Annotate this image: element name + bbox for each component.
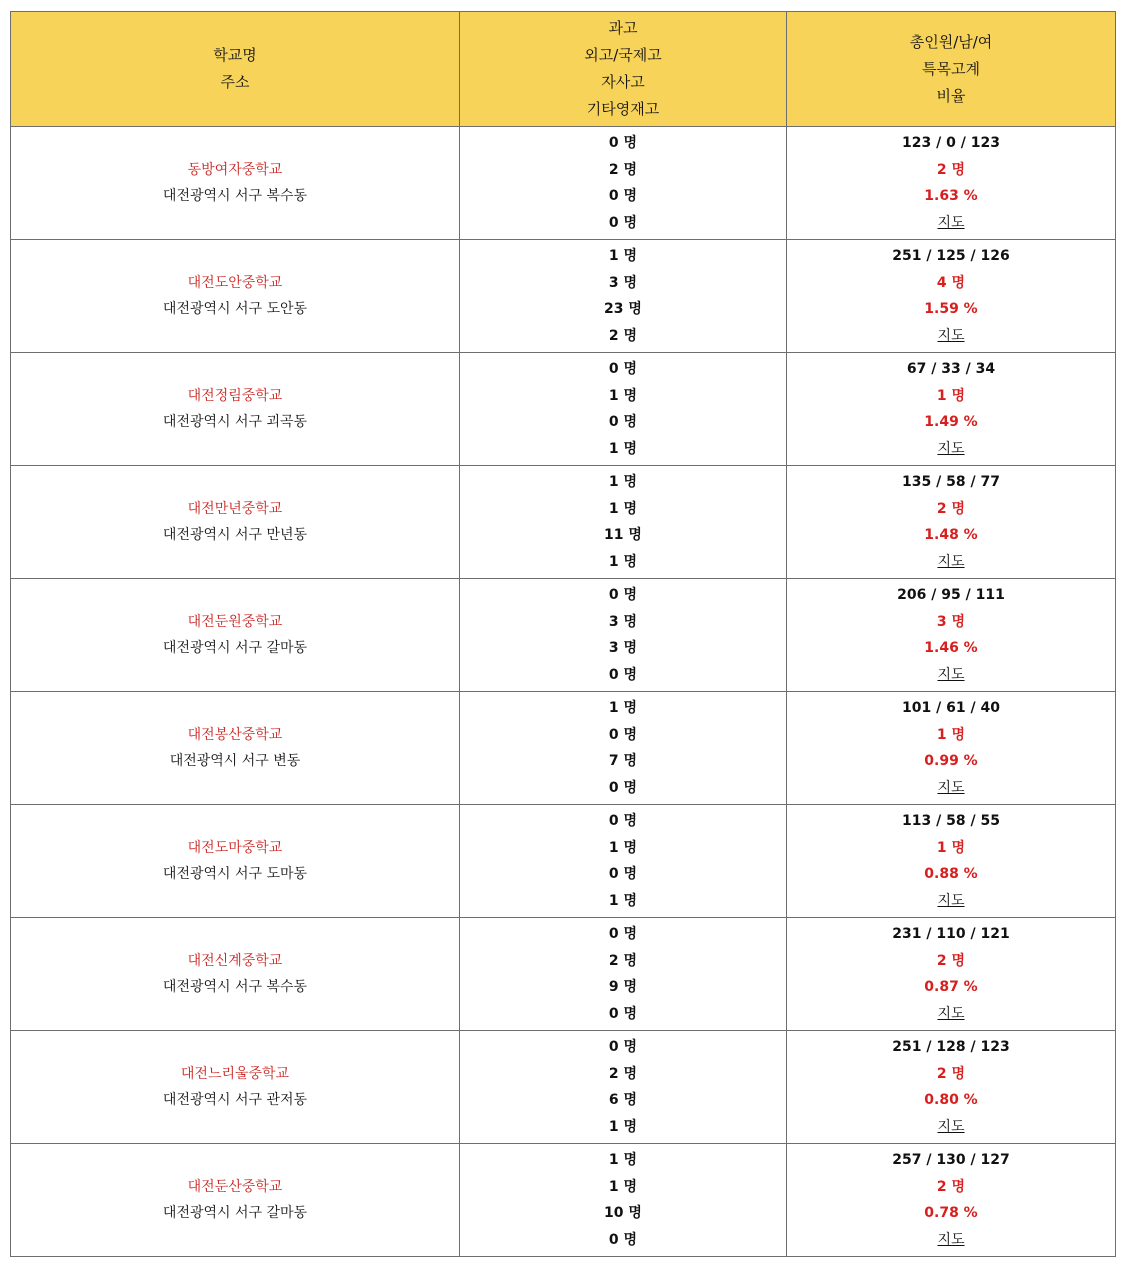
counts-cell — [460, 918, 787, 1031]
autonomous-count: 0 명 — [608, 188, 638, 204]
map-link[interactable]: 지도 — [937, 1005, 965, 1022]
special-total: 2 명 — [936, 161, 966, 178]
totals-cell — [787, 918, 1116, 1031]
school-address: 대전광역시 서구 괴곡동 — [162, 414, 308, 430]
counts-cell — [460, 805, 787, 918]
school-cell — [11, 466, 460, 579]
header-school-types — [460, 12, 787, 127]
header-totals — [787, 12, 1116, 127]
school-address: 대전광역시 서구 복수동 — [162, 188, 308, 204]
school-address: 대전광역시 서구 복수동 — [162, 979, 308, 995]
total-students: 251 / 125 / 126 — [892, 248, 1010, 264]
science-count: 1 명 — [608, 700, 638, 716]
school-name: 대전도마중학교 — [187, 839, 283, 856]
autonomous-count: 11 명 — [604, 527, 642, 543]
map-link[interactable]: 지도 — [937, 892, 965, 909]
school-cell — [11, 127, 460, 240]
special-total: 2 명 — [936, 1178, 966, 1195]
science-count: 0 명 — [608, 1039, 638, 1055]
map-link[interactable]: 지도 — [937, 779, 965, 796]
counts-cell — [460, 1144, 787, 1257]
school-address: 대전광역시 서구 갈마동 — [162, 640, 308, 656]
totals-cell — [787, 1031, 1116, 1144]
foreign-count: 1 명 — [608, 500, 638, 517]
autonomous-count: 10 명 — [604, 1205, 642, 1221]
science-count: 1 명 — [608, 1152, 638, 1168]
total-students: 231 / 110 / 121 — [892, 926, 1010, 942]
science-count: 1 명 — [608, 248, 638, 264]
counts-cell — [460, 1031, 787, 1144]
foreign-count: 3 명 — [608, 613, 638, 630]
header-special-label: 특목고계 — [922, 59, 980, 78]
counts-cell — [460, 692, 787, 805]
school-address: 대전광역시 서구 도마동 — [162, 866, 308, 882]
foreign-count: 2 명 — [608, 161, 638, 178]
autonomous-count: 6 명 — [608, 1092, 638, 1108]
table-row — [11, 127, 1116, 240]
autonomous-count: 7 명 — [608, 753, 638, 769]
autonomous-count: 0 명 — [608, 414, 638, 430]
map-link[interactable]: 지도 — [937, 1231, 965, 1248]
header-school-address — [11, 12, 460, 127]
counts-cell — [460, 240, 787, 353]
school-cell — [11, 240, 460, 353]
foreign-count: 2 명 — [608, 1065, 638, 1082]
header-ratio-label: 비율 — [936, 86, 966, 105]
table-header — [11, 12, 1116, 127]
special-total: 1 명 — [936, 726, 966, 743]
ratio-value: 1.46 % — [924, 640, 978, 656]
school-address: 대전광역시 서구 변동 — [169, 753, 301, 769]
foreign-count: 1 명 — [608, 839, 638, 856]
special-total: 2 명 — [936, 952, 966, 969]
map-link[interactable]: 지도 — [937, 666, 965, 683]
gifted-count: 0 명 — [608, 214, 638, 231]
total-students: 123 / 0 / 123 — [902, 135, 1000, 151]
totals-cell — [787, 353, 1116, 466]
gifted-count: 2 명 — [608, 327, 638, 344]
school-cell — [11, 1031, 460, 1144]
gifted-count: 0 명 — [608, 1231, 638, 1248]
totals-cell — [787, 127, 1116, 240]
special-total: 1 명 — [936, 839, 966, 856]
counts-cell — [460, 353, 787, 466]
school-name: 대전봉산중학교 — [187, 726, 283, 743]
gifted-count: 1 명 — [608, 553, 638, 570]
school-table-container — [10, 11, 1115, 1257]
school-name: 대전만년중학교 — [187, 500, 283, 517]
header-total-label: 총인원/남/여 — [909, 32, 993, 51]
science-count: 0 명 — [608, 135, 638, 151]
school-table — [10, 11, 1116, 1257]
special-total: 1 명 — [936, 387, 966, 404]
school-name: 대전정림중학교 — [187, 387, 283, 404]
school-name: 대전느리울중학교 — [180, 1065, 290, 1082]
table-body — [11, 127, 1116, 1257]
science-count: 1 명 — [608, 474, 638, 490]
total-students: 135 / 58 / 77 — [902, 474, 1000, 490]
header-school-name-label: 학교명 — [213, 46, 257, 64]
ratio-value: 1.59 % — [924, 301, 978, 317]
gifted-count: 0 명 — [608, 666, 638, 683]
table-row — [11, 579, 1116, 692]
school-address: 대전광역시 서구 관저동 — [162, 1092, 308, 1108]
map-link[interactable]: 지도 — [937, 440, 965, 457]
special-total: 4 명 — [936, 274, 966, 291]
school-cell — [11, 579, 460, 692]
table-row — [11, 1031, 1116, 1144]
ratio-value: 1.49 % — [924, 414, 978, 430]
school-cell — [11, 353, 460, 466]
total-students: 67 / 33 / 34 — [906, 361, 996, 377]
header-autonomous-label: 자사고 — [601, 73, 645, 91]
header-science-label: 과고 — [608, 19, 638, 37]
ratio-value: 0.78 % — [924, 1205, 978, 1221]
special-total: 2 명 — [936, 500, 966, 517]
school-name: 대전도안중학교 — [187, 274, 283, 291]
school-name: 동방여자중학교 — [187, 161, 283, 178]
ratio-value: 0.99 % — [924, 753, 978, 769]
foreign-count: 3 명 — [608, 274, 638, 291]
special-total: 3 명 — [936, 613, 966, 630]
map-link[interactable]: 지도 — [937, 214, 965, 231]
ratio-value: 0.88 % — [924, 866, 978, 882]
table-row — [11, 353, 1116, 466]
totals-cell — [787, 579, 1116, 692]
special-total: 2 명 — [936, 1065, 966, 1082]
totals-cell — [787, 466, 1116, 579]
science-count: 0 명 — [608, 361, 638, 377]
table-row — [11, 1144, 1116, 1257]
table-row — [11, 466, 1116, 579]
school-address: 대전광역시 서구 만년동 — [162, 527, 308, 543]
gifted-count: 1 명 — [608, 892, 638, 909]
school-cell — [11, 692, 460, 805]
autonomous-count: 9 명 — [608, 979, 638, 995]
total-students: 101 / 61 / 40 — [902, 700, 1000, 716]
table-row — [11, 805, 1116, 918]
school-name: 대전신계중학교 — [187, 952, 283, 969]
header-foreign-label: 외고/국제고 — [584, 46, 662, 64]
school-cell — [11, 918, 460, 1031]
totals-cell — [787, 805, 1116, 918]
counts-cell — [460, 127, 787, 240]
school-address: 대전광역시 서구 갈마동 — [162, 1205, 308, 1221]
science-count: 0 명 — [608, 926, 638, 942]
counts-cell — [460, 466, 787, 579]
science-count: 0 명 — [608, 587, 638, 603]
table-row — [11, 918, 1116, 1031]
gifted-count: 1 명 — [608, 440, 638, 457]
foreign-count: 1 명 — [608, 1178, 638, 1195]
ratio-value: 1.63 % — [924, 188, 978, 204]
total-students: 251 / 128 / 123 — [892, 1039, 1010, 1055]
school-cell — [11, 1144, 460, 1257]
total-students: 113 / 58 / 55 — [902, 813, 1000, 829]
foreign-count: 2 명 — [608, 952, 638, 969]
totals-cell — [787, 692, 1116, 805]
gifted-count: 1 명 — [608, 1118, 638, 1135]
ratio-value: 1.48 % — [924, 527, 978, 543]
table-row — [11, 692, 1116, 805]
ratio-value: 0.87 % — [924, 979, 978, 995]
school-name: 대전둔산중학교 — [187, 1178, 283, 1195]
total-students: 257 / 130 / 127 — [892, 1152, 1010, 1168]
table-row — [11, 240, 1116, 353]
ratio-value: 0.80 % — [924, 1092, 978, 1108]
header-address-label: 주소 — [220, 73, 250, 91]
science-count: 0 명 — [608, 813, 638, 829]
map-link[interactable]: 지도 — [937, 327, 965, 344]
counts-cell — [460, 579, 787, 692]
autonomous-count: 23 명 — [604, 301, 642, 317]
total-students: 206 / 95 / 111 — [897, 587, 1005, 603]
foreign-count: 0 명 — [608, 726, 638, 743]
school-address: 대전광역시 서구 도안동 — [162, 301, 308, 317]
school-name: 대전둔원중학교 — [187, 613, 283, 630]
autonomous-count: 0 명 — [608, 866, 638, 882]
gifted-count: 0 명 — [608, 779, 638, 796]
foreign-count: 1 명 — [608, 387, 638, 404]
totals-cell — [787, 240, 1116, 353]
autonomous-count: 3 명 — [608, 640, 638, 656]
totals-cell — [787, 1144, 1116, 1257]
school-cell — [11, 805, 460, 918]
map-link[interactable]: 지도 — [937, 553, 965, 570]
gifted-count: 0 명 — [608, 1005, 638, 1022]
map-link[interactable]: 지도 — [937, 1118, 965, 1135]
header-gifted-label: 기타영재고 — [586, 100, 660, 118]
